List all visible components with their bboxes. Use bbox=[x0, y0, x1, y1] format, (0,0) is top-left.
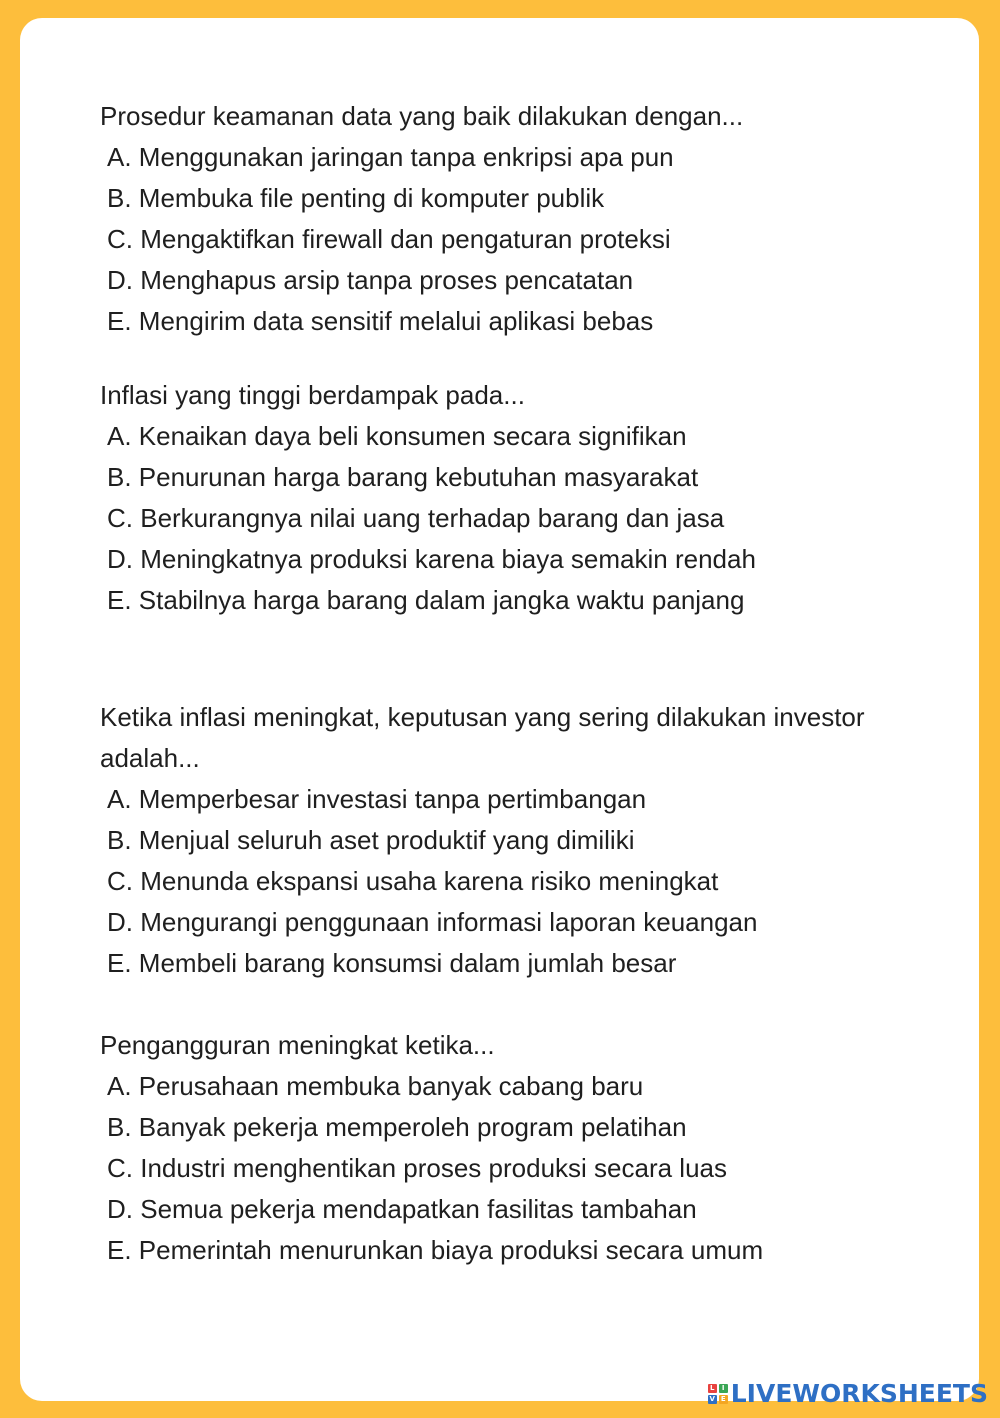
question-4 bbox=[100, 1025, 900, 1271]
liveworksheets-logo bbox=[708, 1379, 988, 1408]
question-3 bbox=[100, 697, 900, 984]
option-e[interactable]: E. Pemerintah menurunkan biaya produksi secara umum bbox=[107, 1235, 764, 1265]
option-b[interactable]: B. Banyak pekerja memperoleh program pelatihan bbox=[107, 1112, 687, 1142]
option-c[interactable]: C. Industri menghentikan proses produksi secara luas bbox=[107, 1153, 727, 1183]
option-c[interactable]: C. Menunda ekspansi usaha karena risiko meningkat bbox=[107, 866, 719, 896]
option-e[interactable]: E. Membeli barang konsumsi dalam jumlah besar bbox=[107, 948, 677, 978]
logo-icon bbox=[708, 1384, 728, 1404]
logo-letter-l: L bbox=[708, 1384, 717, 1393]
option-d[interactable]: D. Mengurangi penggunaan informasi laporan keuangan bbox=[107, 907, 758, 937]
option-e[interactable]: E. Mengirim data sensitif melalui aplikasi bebas bbox=[107, 306, 654, 336]
option-a[interactable]: A. Kenaikan daya beli konsumen secara signifikan bbox=[107, 421, 687, 451]
option-a[interactable]: A. Perusahaan membuka banyak cabang baru bbox=[107, 1071, 644, 1101]
option-b[interactable]: B. Menjual seluruh aset produktif yang dimiliki bbox=[107, 825, 635, 855]
logo-letter-i: I bbox=[719, 1384, 728, 1393]
question-text: Inflasi yang tinggi berdampak pada... bbox=[100, 380, 525, 410]
option-a[interactable]: A. Memperbesar investasi tanpa pertimbangan bbox=[107, 784, 647, 814]
option-b[interactable]: B. Membuka file penting di komputer publik bbox=[107, 183, 605, 213]
logo-letter-e: E bbox=[719, 1395, 728, 1404]
option-b[interactable]: B. Penurunan harga barang kebutuhan masyarakat bbox=[107, 462, 699, 492]
brand-name: LIVEWORKSHEETS bbox=[730, 1379, 988, 1408]
question-2 bbox=[100, 375, 900, 621]
question-text: Pengangguran meningkat ketika... bbox=[100, 1030, 495, 1060]
option-c[interactable]: C. Mengaktifkan firewall dan pengaturan proteksi bbox=[107, 224, 671, 254]
option-d[interactable]: D. Semua pekerja mendapatkan fasilitas tambahan bbox=[107, 1194, 697, 1224]
option-d[interactable]: D. Menghapus arsip tanpa proses pencatatan bbox=[107, 265, 634, 295]
question-text: Ketika inflasi meningkat, keputusan yang sering dilakukan investor adalah... bbox=[100, 702, 865, 773]
worksheet-card bbox=[20, 18, 979, 1401]
option-d[interactable]: D. Meningkatnya produksi karena biaya semakin rendah bbox=[107, 544, 756, 574]
option-a[interactable]: A. Menggunakan jaringan tanpa enkripsi apa pun bbox=[107, 142, 674, 172]
option-c[interactable]: C. Berkurangnya nilai uang terhadap barang dan jasa bbox=[107, 503, 725, 533]
logo-letter-v: V bbox=[709, 1395, 715, 1403]
question-text: Prosedur keamanan data yang baik dilakukan dengan... bbox=[100, 101, 744, 131]
option-e[interactable]: E. Stabilnya harga barang dalam jangka waktu panjang bbox=[107, 585, 745, 615]
question-1 bbox=[100, 96, 900, 342]
